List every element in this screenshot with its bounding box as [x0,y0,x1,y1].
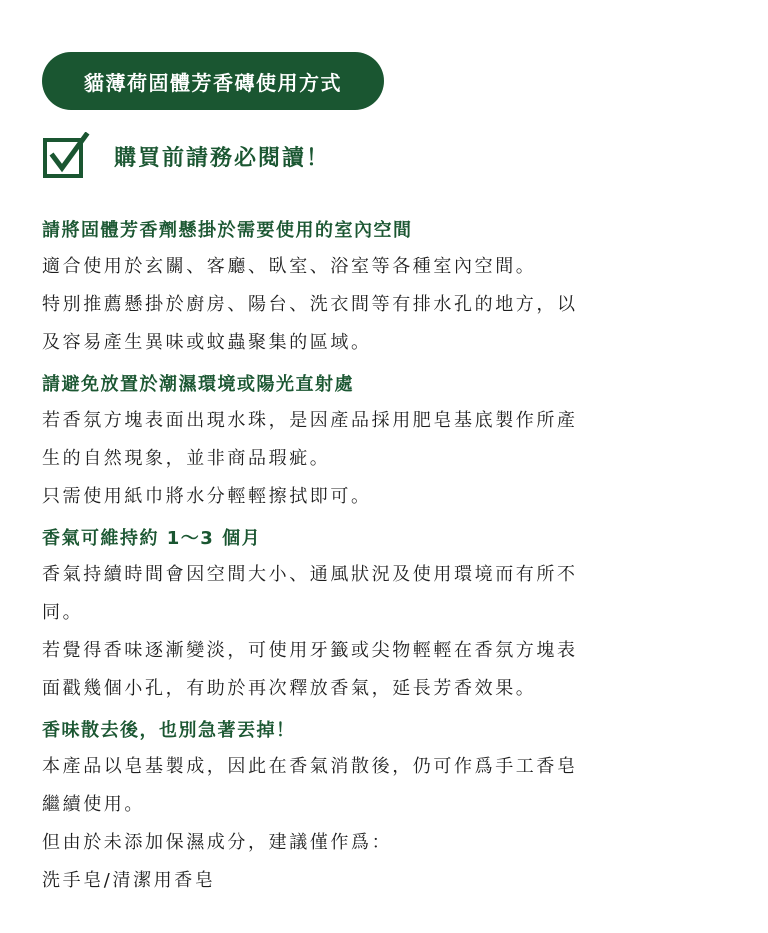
body-line: 若香氛方塊表面出現水珠，是因產品採用肥皂基底製作所產 [42,410,578,431]
body-line: 特別推薦懸掛於廚房、陽台、洗衣間等有排水孔的地方，以 [42,294,578,315]
section-duration [42,522,742,708]
body-line: 及容易產生異味或蚊蟲聚集的區域。 [42,332,372,353]
section-reuse [42,714,742,900]
body-line: 但由於未添加保濕成分，建議僅作爲： [42,832,393,853]
section-hang [42,214,742,362]
page-title: 貓薄荷固體芳香磚使用方式 [84,70,342,95]
notice-text: 購買前請務必閱讀！ [114,145,331,171]
body-line: 香氣持續時間會因空間大小、通風狀況及使用環境而有所不 [42,564,578,585]
body-line: 洗手皂/清潔用香皂 [42,870,216,891]
section-title: 請避免放置於潮濕環境或陽光直射處 [42,374,354,395]
checkbox-check-icon [42,132,90,180]
body-line: 繼續使用。 [42,794,145,815]
body-line: 面戳幾個小孔，有助於再次釋放香氣，延長芳香效果。 [42,678,537,699]
section-title: 香味散去後，也別急著丟掉！ [42,720,296,741]
body-line: 生的自然現象，並非商品瑕疵。 [42,448,331,469]
section-avoid [42,368,742,516]
body-line: 本產品以皂基製成，因此在香氣消散後，仍可作爲手工香皂 [42,756,578,777]
header-pill [42,52,384,110]
section-title: 香氣可維持約 1～3 個月 [42,528,262,549]
body-line: 若覺得香味逐漸變淡，可使用牙籤或尖物輕輕在香氛方塊表 [42,640,578,661]
body-line: 只需使用紙巾將水分輕輕擦拭即可。 [42,486,372,507]
section-title: 請將固體芳香劑懸掛於需要使用的室內空間 [42,220,413,241]
notice-row [42,132,330,180]
body-line: 同。 [42,602,84,623]
instructions [42,214,742,900]
body-line: 適合使用於玄關、客廳、臥室、浴室等各種室內空間。 [42,256,537,277]
